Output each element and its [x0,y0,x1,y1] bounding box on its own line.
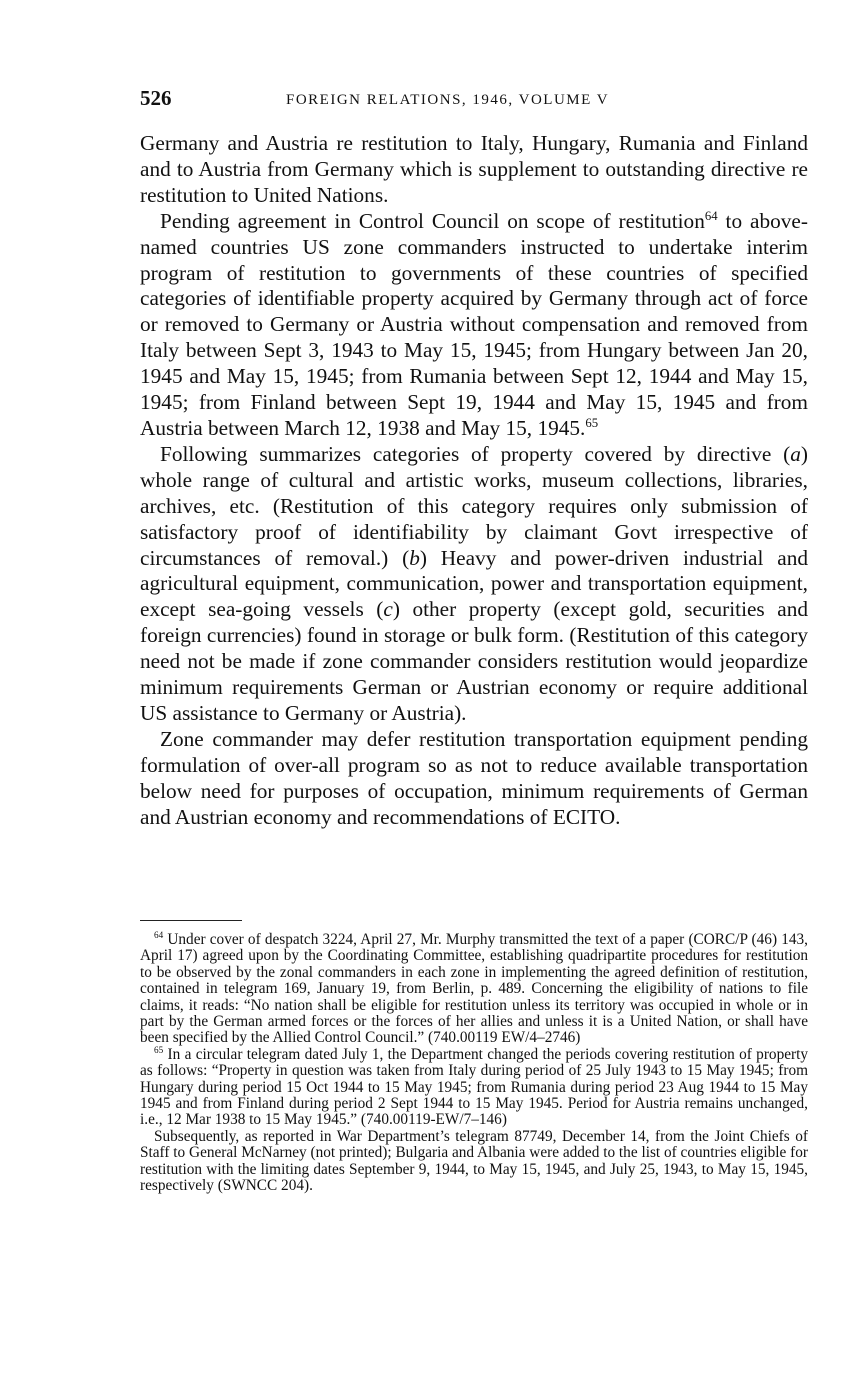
footnote-65-continuation: Subsequently, as reported in War Department’s telegram 87749, December 14, from the Joint Chiefs of Staff to General McNarney (not printed); Bulgaria and Albania were added to the list of countries eligible for restitution with the limiting dates September 9, 1944, to May 15, 1945, and July 25, 1943, to May 15, 1945, respectively (SWNCC 204). [140,1127,808,1195]
paragraph-4: Zone commander may defer restitution transportation equipment pending formulation of over-all program so as not to reduce available transportation below need for purposes of occupation, minimum requirements of German and Austrian economy and recommendations of ECITO. [140,726,808,829]
paragraph-2-text-a: Pending agreement in Control Council on scope of restitution [160,208,705,233]
item-label-b: b [409,545,420,570]
paragraph-2 [140,209,808,442]
footnote-64 [140,929,808,1047]
footnote-65 [140,1044,808,1129]
paragraph-3-text-a: Following summarizes categories of property covered by directive ( [160,441,791,466]
paragraph-3 [140,442,808,727]
footnote-64-mark: 64 [154,929,164,940]
body-text [140,131,808,830]
footnote-divider [140,920,242,921]
footnote-ref-65: 65 [585,415,599,430]
footnote-65-text: In a circular telegram dated July 1, the Department changed the periods covering restitution of property as follows: “Property in question was taken from Italy during period of 25 July 1943 to 15 May 1945; from Hungary during period 15 Oct 1944 to 15 May 1945; from Rumania during period 23 Aug 1944 to 15 May 1945 and from Finland during period 2 Sept 1944 to 15 May 1945. Period for Austria remains unchanged, i.e., 12 Mar 1938 to 15 May 1945.” (740.00119-EW/7–146) [140,1045,808,1129]
footnote-ref-64: 64 [704,208,718,223]
footnote-64-text: Under cover of despatch 3224, April 27, Mr. Murphy transmitted the text of a paper (CORC/P (46) 143, April 17) agreed upon by the Coordinating Committee, establishing quadripartite procedures for restitution to be observed by the zonal commanders in each zone in implementing the agreed definition of restitution, contained in telegram 169, January 19, from Berlin, p. 489. Concerning the eligibility of nations to file claims, it reads: “No nation shall be eligible for restitution unless its territory was occupied in whole or in part by the German armed forces or the forces of her allies and unless it is a United Nation, or shall have been specified by the Allied Control Council.” (740.00119 EW/4–2746) [140,931,808,1047]
footnotes [140,929,808,1195]
page-header [140,86,808,120]
item-label-a: a [790,441,801,466]
running-title: FOREIGN RELATIONS, 1946, VOLUME V [286,92,610,108]
paragraph-3-text-d: ) other property (except gold, securities and foreign currencies) found in storage or bulk form. (Restitution of this category need not be made if zone commander considers restitution would jeopardize minimum requirements German or Austrian economy or require additional US assistance to Germany or Austria). [140,597,808,725]
paragraph-1: Germany and Austria re restitution to Italy, Hungary, Rumania and Finland and to Austria from Germany which is supplement to outstanding directive re restitution to United Nations. [140,131,808,207]
paragraph-3-text-c: ) Heavy and power-driven industrial and agricultural equipment, communication, power and transportation equipment, except sea-going vessels ( [140,545,809,622]
paragraph-2-text-b: to above-named countries US zone commanders instructed to undertake interim program of restitution to governments of these countries of specified categories of identifiable property acquired by Germany through act of force or removed to Germany or Austria without compensation and removed from Italy between Sept 3, 1943 to May 15, 1945; from Hungary between Jan 20, 1945 and May 15, 1945; from Rumania between Sept 12, 1944 and May 15, 1945; from Finland between Sept 19, 1944 and May 15, 1945 and from Austria between March 12, 1938 and May 15, 1945. [140,208,808,440]
paragraph-3-text-b: ) whole range of cultural and artistic works, museum collections, libraries, archives, etc. (Restitution of this category requires only submission of satisfactory proof of identifiability by claimant Govt irrespective of circumstances of removal.) ( [140,441,808,570]
page-number: 526 [140,86,172,110]
item-label-c: c [383,597,393,622]
footnote-65-mark: 65 [154,1044,164,1055]
